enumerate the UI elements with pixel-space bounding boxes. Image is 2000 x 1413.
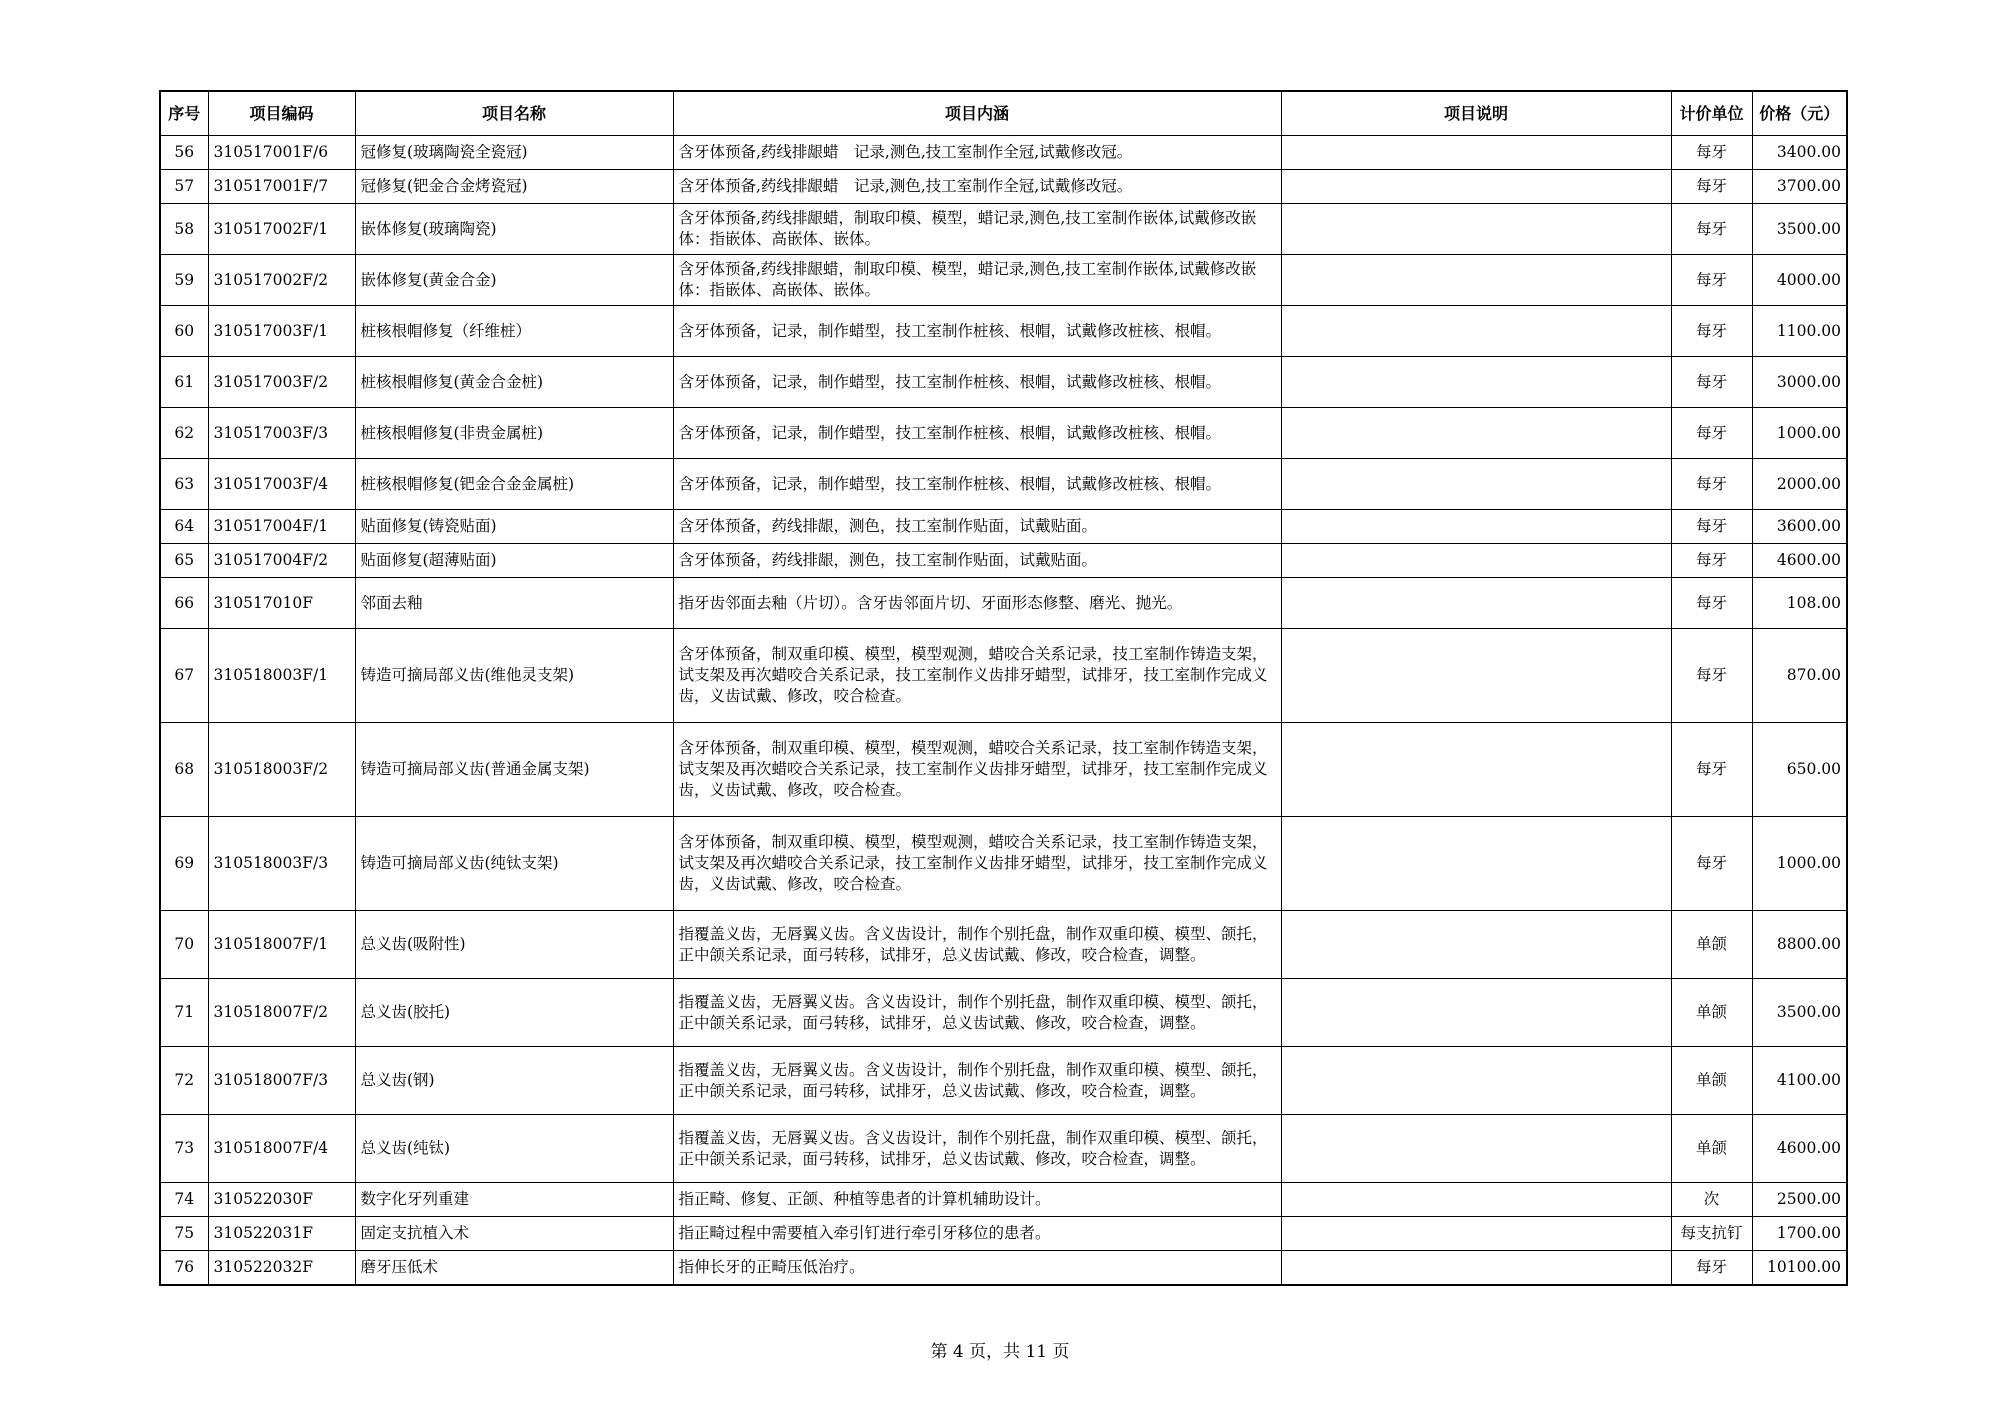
cell-price: 1100.00 [1752,306,1847,357]
cell-content: 指覆盖义齿，无唇翼义齿。含义齿设计，制作个别托盘，制作双重印模、模型、颌托，正中颌关系记录，面弓转移，试排牙，总义齿试戴、修改，咬合检查，调整。 [673,911,1281,979]
cell-price: 2000.00 [1752,459,1847,510]
cell-content: 含牙体预备，记录，制作蜡型，技工室制作桩核、根帽，试戴修改桩核、根帽。 [673,306,1281,357]
cell-name: 桩核根帽修复（纤维桩） [355,306,673,357]
cell-code: 310517004F/2 [208,544,355,578]
cell-seq: 66 [160,578,208,629]
cell-note [1281,817,1671,911]
cell-name: 总义齿(吸附性) [355,911,673,979]
table-row [160,723,1847,817]
table-row [160,170,1847,204]
cell-name: 总义齿(胶托) [355,979,673,1047]
cell-unit: 单颌 [1671,979,1752,1047]
cell-unit: 每牙 [1671,136,1752,170]
cell-code: 310518007F/1 [208,911,355,979]
cell-unit: 每牙 [1671,357,1752,408]
cell-note [1281,1251,1671,1285]
cell-name: 桩核根帽修复(钯金合金金属桩) [355,459,673,510]
cell-unit: 每牙 [1671,817,1752,911]
table-row [160,136,1847,170]
cell-seq: 75 [160,1217,208,1251]
cell-price: 108.00 [1752,578,1847,629]
cell-content: 指覆盖义齿，无唇翼义齿。含义齿设计，制作个别托盘，制作双重印模、模型、颌托，正中颌关系记录，面弓转移，试排牙，总义齿试戴、修改，咬合检查，调整。 [673,1115,1281,1183]
cell-name: 桩核根帽修复(非贵金属桩) [355,408,673,459]
cell-price: 3000.00 [1752,357,1847,408]
cell-code: 310518007F/2 [208,979,355,1047]
cell-note [1281,1047,1671,1115]
cell-content: 含牙体预备，药线排龈，测色，技工室制作贴面，试戴贴面。 [673,510,1281,544]
cell-content: 指正畸、修复、正颌、种植等患者的计算机辅助设计。 [673,1183,1281,1217]
table-row [160,1115,1847,1183]
cell-note [1281,204,1671,255]
cell-note [1281,1217,1671,1251]
cell-seq: 63 [160,459,208,510]
table-row [160,1251,1847,1285]
header-code: 项目编码 [208,91,355,136]
cell-seq: 59 [160,255,208,306]
cell-unit: 每牙 [1671,629,1752,723]
cell-code: 310518003F/3 [208,817,355,911]
cell-note [1281,306,1671,357]
cell-note [1281,629,1671,723]
header-note: 项目说明 [1281,91,1671,136]
cell-code: 310522031F [208,1217,355,1251]
cell-unit: 每牙 [1671,1251,1752,1285]
cell-code: 310517004F/1 [208,510,355,544]
header-seq: 序号 [160,91,208,136]
cell-seq: 61 [160,357,208,408]
cell-price: 4000.00 [1752,255,1847,306]
cell-seq: 71 [160,979,208,1047]
cell-code: 310517001F/6 [208,136,355,170]
cell-name: 嵌体修复(黄金合金) [355,255,673,306]
cell-seq: 60 [160,306,208,357]
cell-price: 3600.00 [1752,510,1847,544]
cell-unit: 每牙 [1671,578,1752,629]
cell-content: 含牙体预备，记录，制作蜡型，技工室制作桩核、根帽，试戴修改桩核、根帽。 [673,459,1281,510]
table-row [160,1047,1847,1115]
cell-note [1281,1183,1671,1217]
cell-note [1281,723,1671,817]
cell-seq: 57 [160,170,208,204]
cell-code: 310522030F [208,1183,355,1217]
header-content: 项目内涵 [673,91,1281,136]
cell-unit: 单颌 [1671,1047,1752,1115]
cell-code: 310517001F/7 [208,170,355,204]
cell-code: 310517003F/3 [208,408,355,459]
cell-code: 310518007F/3 [208,1047,355,1115]
cell-name: 磨牙压低术 [355,1251,673,1285]
cell-content: 含牙体预备，记录，制作蜡型，技工室制作桩核、根帽，试戴修改桩核、根帽。 [673,357,1281,408]
cell-content: 指伸长牙的正畸压低治疗。 [673,1251,1281,1285]
cell-price: 3700.00 [1752,170,1847,204]
cell-price: 1700.00 [1752,1217,1847,1251]
cell-price: 3400.00 [1752,136,1847,170]
cell-price: 4100.00 [1752,1047,1847,1115]
cell-code: 310517002F/1 [208,204,355,255]
cell-content: 含牙体预备，药线排龈，测色，技工室制作贴面，试戴贴面。 [673,544,1281,578]
cell-content: 含牙体预备,药线排龈蜡 记录,测色,技工室制作全冠,试戴修改冠。 [673,170,1281,204]
cell-note [1281,136,1671,170]
cell-content: 指覆盖义齿，无唇翼义齿。含义齿设计，制作个别托盘，制作双重印模、模型、颌托，正中颌关系记录，面弓转移，试排牙，总义齿试戴、修改，咬合检查，调整。 [673,1047,1281,1115]
cell-code: 310518007F/4 [208,1115,355,1183]
table-row [160,1217,1847,1251]
cell-name: 冠修复(钯金合金烤瓷冠) [355,170,673,204]
table-row [160,911,1847,979]
table-row [160,629,1847,723]
cell-seq: 73 [160,1115,208,1183]
cell-price: 870.00 [1752,629,1847,723]
cell-name: 贴面修复(铸瓷贴面) [355,510,673,544]
table-row [160,544,1847,578]
table-row [160,1183,1847,1217]
cell-content: 含牙体预备，制双重印模、模型，模型观测，蜡咬合关系记录，技工室制作铸造支架，试支架及再次蜡咬合关系记录，技工室制作义齿排牙蜡型，试排牙，技工室制作完成义齿，义齿试戴、修改，咬合检查。 [673,629,1281,723]
cell-code: 310518003F/1 [208,629,355,723]
cell-code: 310517002F/2 [208,255,355,306]
table-row [160,204,1847,255]
cell-note [1281,1115,1671,1183]
cell-name: 固定支抗植入术 [355,1217,673,1251]
table-row [160,578,1847,629]
cell-content: 含牙体预备，制双重印模、模型，模型观测，蜡咬合关系记录，技工室制作铸造支架，试支架及再次蜡咬合关系记录，技工室制作义齿排牙蜡型，试排牙，技工室制作完成义齿，义齿试戴、修改，咬合检查。 [673,817,1281,911]
cell-seq: 67 [160,629,208,723]
price-table [159,90,1848,1286]
cell-unit: 每牙 [1671,204,1752,255]
cell-content: 含牙体预备,药线排龈蜡，制取印模、模型，蜡记录,测色,技工室制作嵌体,试戴修改嵌体：指嵌体、高嵌体、嵌体。 [673,255,1281,306]
cell-name: 铸造可摘局部义齿(维他灵支架) [355,629,673,723]
cell-unit: 每牙 [1671,544,1752,578]
cell-name: 总义齿(钢) [355,1047,673,1115]
cell-price: 1000.00 [1752,817,1847,911]
cell-name: 铸造可摘局部义齿(纯钛支架) [355,817,673,911]
cell-unit: 每牙 [1671,723,1752,817]
cell-name: 冠修复(玻璃陶瓷全瓷冠) [355,136,673,170]
cell-seq: 68 [160,723,208,817]
cell-note [1281,408,1671,459]
header-name: 项目名称 [355,91,673,136]
cell-price: 3500.00 [1752,979,1847,1047]
cell-unit: 每牙 [1671,408,1752,459]
cell-name: 邻面去釉 [355,578,673,629]
cell-note [1281,911,1671,979]
cell-seq: 56 [160,136,208,170]
cell-note [1281,170,1671,204]
cell-price: 4600.00 [1752,544,1847,578]
cell-note [1281,979,1671,1047]
cell-seq: 65 [160,544,208,578]
table-row [160,408,1847,459]
cell-note [1281,544,1671,578]
cell-content: 含牙体预备,药线排龈蜡，制取印模、模型，蜡记录,测色,技工室制作嵌体,试戴修改嵌体：指嵌体、高嵌体、嵌体。 [673,204,1281,255]
cell-content: 含牙体预备，制双重印模、模型，模型观测，蜡咬合关系记录，技工室制作铸造支架，试支架及再次蜡咬合关系记录，技工室制作义齿排牙蜡型，试排牙，技工室制作完成义齿，义齿试戴、修改，咬合检查。 [673,723,1281,817]
table-body [160,136,1847,1285]
cell-seq: 62 [160,408,208,459]
cell-seq: 58 [160,204,208,255]
cell-name: 桩核根帽修复(黄金合金桩) [355,357,673,408]
cell-content: 指正畸过程中需要植入牵引钉进行牵引牙移位的患者。 [673,1217,1281,1251]
cell-code: 310517003F/2 [208,357,355,408]
cell-code: 310522032F [208,1251,355,1285]
cell-unit: 每牙 [1671,170,1752,204]
cell-content: 含牙体预备，记录，制作蜡型，技工室制作桩核、根帽，试戴修改桩核、根帽。 [673,408,1281,459]
cell-seq: 64 [160,510,208,544]
table-row [160,979,1847,1047]
cell-unit: 次 [1671,1183,1752,1217]
cell-note [1281,255,1671,306]
cell-code: 310517010F [208,578,355,629]
cell-unit: 单颌 [1671,911,1752,979]
cell-note [1281,510,1671,544]
cell-price: 650.00 [1752,723,1847,817]
cell-seq: 69 [160,817,208,911]
cell-seq: 72 [160,1047,208,1115]
cell-seq: 74 [160,1183,208,1217]
cell-unit: 每支抗钉 [1671,1217,1752,1251]
table-row [160,817,1847,911]
table-row [160,357,1847,408]
header-unit: 计价单位 [1671,91,1752,136]
table-row [160,255,1847,306]
cell-name: 嵌体修复(玻璃陶瓷) [355,204,673,255]
cell-price: 1000.00 [1752,408,1847,459]
cell-note [1281,459,1671,510]
cell-content: 指覆盖义齿，无唇翼义齿。含义齿设计，制作个别托盘，制作双重印模、模型、颌托，正中颌关系记录，面弓转移，试排牙，总义齿试戴、修改，咬合检查，调整。 [673,979,1281,1047]
cell-name: 总义齿(纯钛) [355,1115,673,1183]
header-price: 价格（元） [1752,91,1847,136]
cell-unit: 每牙 [1671,306,1752,357]
table-row [160,459,1847,510]
cell-price: 3500.00 [1752,204,1847,255]
cell-price: 10100.00 [1752,1251,1847,1285]
cell-unit: 单颌 [1671,1115,1752,1183]
cell-seq: 76 [160,1251,208,1285]
cell-unit: 每牙 [1671,459,1752,510]
cell-note [1281,357,1671,408]
cell-note [1281,578,1671,629]
cell-code: 310518003F/2 [208,723,355,817]
table-row [160,306,1847,357]
cell-price: 4600.00 [1752,1115,1847,1183]
header-row [160,91,1847,136]
cell-name: 贴面修复(超薄贴面) [355,544,673,578]
cell-content: 含牙体预备,药线排龈蜡 记录,测色,技工室制作全冠,试戴修改冠。 [673,136,1281,170]
cell-code: 310517003F/4 [208,459,355,510]
cell-name: 数字化牙列重建 [355,1183,673,1217]
cell-seq: 70 [160,911,208,979]
cell-unit: 每牙 [1671,255,1752,306]
cell-price: 8800.00 [1752,911,1847,979]
table-row [160,510,1847,544]
page-footer: 第 4 页，共 11 页 [930,1342,1070,1362]
cell-content: 指牙齿邻面去釉（片切）。含牙齿邻面片切、牙面形态修整、磨光、抛光。 [673,578,1281,629]
cell-price: 2500.00 [1752,1183,1847,1217]
cell-name: 铸造可摘局部义齿(普通金属支架) [355,723,673,817]
cell-code: 310517003F/1 [208,306,355,357]
cell-unit: 每牙 [1671,510,1752,544]
